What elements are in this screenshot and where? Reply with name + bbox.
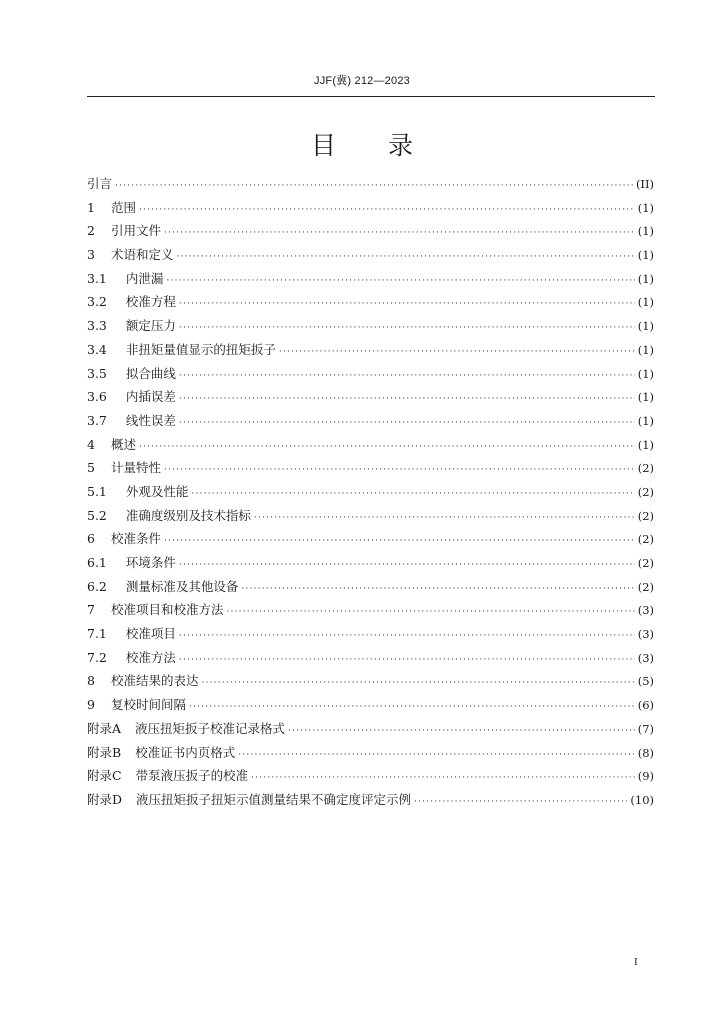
toc-entry-page: (3) (637, 650, 654, 665)
toc-entry[interactable] (87, 456, 654, 480)
toc-entry-page: (9) (637, 769, 654, 784)
toc-entry[interactable] (87, 527, 654, 551)
toc-entry[interactable] (87, 575, 654, 599)
toc-entry-title: 校准项目 (125, 626, 176, 642)
toc-entry-title: 线性误差 (125, 412, 176, 428)
toc-entry-page: (8) (637, 745, 654, 760)
toc-entry-page: (1) (637, 224, 654, 239)
toc-entry[interactable] (87, 598, 654, 622)
toc-entry-number: 5.2 (87, 507, 107, 523)
toc-entry-title: 液压扭矩扳子校准记录格式 (135, 720, 286, 736)
toc-entry-page: (6) (637, 698, 654, 713)
toc-entry-number: 6.2 (87, 578, 107, 594)
toc-entry-title: 拟合曲线 (125, 365, 176, 381)
toc-entry[interactable] (87, 741, 654, 765)
toc-entry-page: (1) (637, 295, 654, 310)
toc-dot-leader (164, 530, 635, 554)
toc-entry-page: (3) (637, 603, 654, 618)
toc-entry-number: 3.5 (87, 365, 107, 381)
toc-dot-leader (164, 459, 635, 483)
toc-entry-number: 3.7 (87, 412, 107, 428)
toc-entry[interactable] (87, 788, 654, 812)
toc-entry-title: 外观及性能 (125, 483, 189, 499)
toc-dot-leader (226, 601, 634, 625)
toc-dot-leader (254, 507, 635, 531)
toc-entry-page: (2) (637, 579, 654, 594)
toc-entry[interactable] (87, 622, 654, 646)
toc-dot-leader (176, 246, 634, 270)
toc-entry-page: (1) (637, 319, 654, 334)
toc-entry-title: 内泄漏 (125, 270, 164, 286)
toc-entry[interactable] (87, 551, 654, 575)
toc-dot-leader (241, 578, 634, 602)
toc-entry-page: (7) (637, 721, 654, 736)
toc-entry-page: (2) (637, 484, 654, 499)
toc-entry-page: (2) (637, 461, 654, 476)
toc-dot-leader (139, 436, 635, 460)
toc-dot-leader (201, 672, 634, 696)
toc-entry-number: 6.1 (87, 555, 107, 570)
toc-entry[interactable] (87, 669, 654, 693)
toc-dot-leader (288, 720, 635, 744)
toc-entry-title: 额定压力 (125, 318, 176, 334)
toc-entry-page: (2) (637, 532, 654, 547)
toc-entry[interactable] (87, 433, 654, 457)
toc-entry-title: 校准方法 (125, 649, 176, 665)
toc-entry-page: (1) (637, 390, 654, 405)
toc-entry[interactable] (87, 243, 654, 267)
header-divider (87, 96, 655, 97)
toc-entry-title: 液压扭矩扳子扭矩示值测量结果不确定度评定示例 (136, 791, 412, 807)
toc-entry-number: 5.1 (87, 483, 107, 499)
toc-entry[interactable] (87, 764, 654, 788)
toc-entry-number: 2 (87, 223, 95, 239)
toc-entry-title: 校准证书内页格式 (135, 744, 236, 760)
toc-entry-page: (2) (637, 508, 654, 523)
toc-entry-page: (1) (637, 437, 654, 452)
toc-entry-number: 9 (87, 697, 95, 713)
toc-entry-number: 7 (87, 602, 95, 618)
toc-entry-page: (10) (630, 792, 654, 807)
toc-entry-title: 引言 (87, 176, 113, 191)
toc-entry-number: 3.6 (87, 389, 107, 405)
toc-dot-leader (179, 649, 635, 673)
toc-entry-page: (1) (637, 366, 654, 381)
toc-dot-leader (166, 270, 634, 294)
toc-entry-number: 7.2 (87, 649, 107, 665)
toc-entry-title: 准确度级别及技术指标 (125, 507, 251, 523)
toc-entry[interactable] (87, 172, 654, 196)
toc-dot-leader (115, 175, 633, 199)
toc-dot-leader (191, 483, 634, 507)
toc-entry[interactable] (87, 693, 654, 717)
toc-entry-number: 8 (87, 673, 95, 689)
toc-entry[interactable] (87, 290, 654, 314)
toc-dot-leader (179, 388, 635, 412)
toc-entry-page: (3) (637, 627, 654, 642)
toc-dot-leader (179, 625, 635, 649)
toc-dot-leader (279, 341, 635, 365)
toc-entry-title: 非扭矩量值显示的扭矩扳子 (125, 341, 276, 357)
page-title (0, 126, 724, 162)
toc-entry[interactable] (87, 267, 654, 291)
toc-dot-leader (164, 222, 635, 246)
toc-entry-number: 附录D (87, 791, 123, 807)
toc-dot-leader (414, 791, 627, 815)
toc-entry-number: 附录C (87, 768, 122, 784)
toc-entry-title: 内插误差 (125, 389, 176, 405)
toc-entry[interactable] (87, 646, 654, 670)
toc-entry[interactable] (87, 338, 654, 362)
toc-entry-number: 附录B (87, 744, 122, 760)
toc-entry-title: 引用文件 (110, 223, 161, 239)
table-of-contents (87, 172, 654, 812)
toc-entry[interactable] (87, 409, 654, 433)
toc-entry-page: (1) (637, 200, 654, 215)
toc-entry[interactable] (87, 480, 654, 504)
toc-entry-number: 1 (87, 199, 95, 215)
toc-entry-number: 3 (87, 247, 95, 263)
toc-entry-page: (2) (637, 556, 654, 570)
toc-entry-title: 校准项目和校准方法 (110, 602, 224, 618)
toc-entry-title: 环境条件 (125, 555, 176, 570)
toc-entry-page: (1) (637, 271, 654, 286)
toc-entry-title: 概述 (110, 436, 136, 452)
page-number: I (634, 956, 638, 968)
toc-entry[interactable] (87, 362, 654, 386)
toc-entry-title: 校准方程 (125, 294, 176, 310)
toc-dot-leader (179, 293, 635, 317)
toc-entry-number: 4 (87, 436, 95, 452)
toc-entry-title: 术语和定义 (110, 247, 174, 263)
toc-entry-page: (1) (637, 248, 654, 263)
toc-entry-title: 复校时间间隔 (110, 697, 186, 713)
toc-entry-number: 3.3 (87, 318, 107, 334)
toc-dot-leader (179, 365, 635, 389)
toc-entry[interactable] (87, 219, 654, 243)
toc-entry-number: 6 (87, 531, 95, 547)
toc-dot-leader (238, 744, 635, 768)
toc-entry-title: 范围 (110, 199, 136, 215)
toc-dot-leader (179, 554, 635, 578)
toc-dot-leader (139, 199, 635, 223)
toc-entry-title: 测量标准及其他设备 (125, 578, 239, 594)
toc-entry-page: (5) (637, 674, 654, 689)
toc-entry[interactable] (87, 196, 654, 220)
toc-entry-title: 带泵液压扳子的校准 (135, 768, 249, 784)
toc-entry-number: 3.4 (87, 341, 107, 357)
toc-entry-number: 5 (87, 460, 95, 476)
toc-entry-number: 3.1 (87, 270, 107, 286)
title-char-1: 目 (310, 131, 336, 160)
toc-entry[interactable] (87, 504, 654, 528)
toc-entry-number: 7.1 (87, 626, 107, 642)
toc-entry-page: (II) (635, 177, 654, 191)
toc-entry[interactable] (87, 314, 654, 338)
toc-entry[interactable] (87, 717, 654, 741)
toc-entry-title: 计量特性 (110, 460, 161, 476)
toc-entry-title: 校准结果的表达 (110, 673, 199, 689)
toc-entry-page: (1) (637, 342, 654, 357)
title-char-2: 录 (388, 131, 414, 160)
toc-entry-number: 附录A (87, 720, 122, 736)
toc-dot-leader (179, 412, 635, 436)
document-code-header: JJF(冀) 212—2023 (314, 75, 410, 87)
toc-entry-title: 校准条件 (110, 531, 161, 547)
toc-entry-page: (1) (637, 413, 654, 428)
toc-entry-number: 3.2 (87, 294, 107, 310)
toc-entry[interactable] (87, 385, 654, 409)
